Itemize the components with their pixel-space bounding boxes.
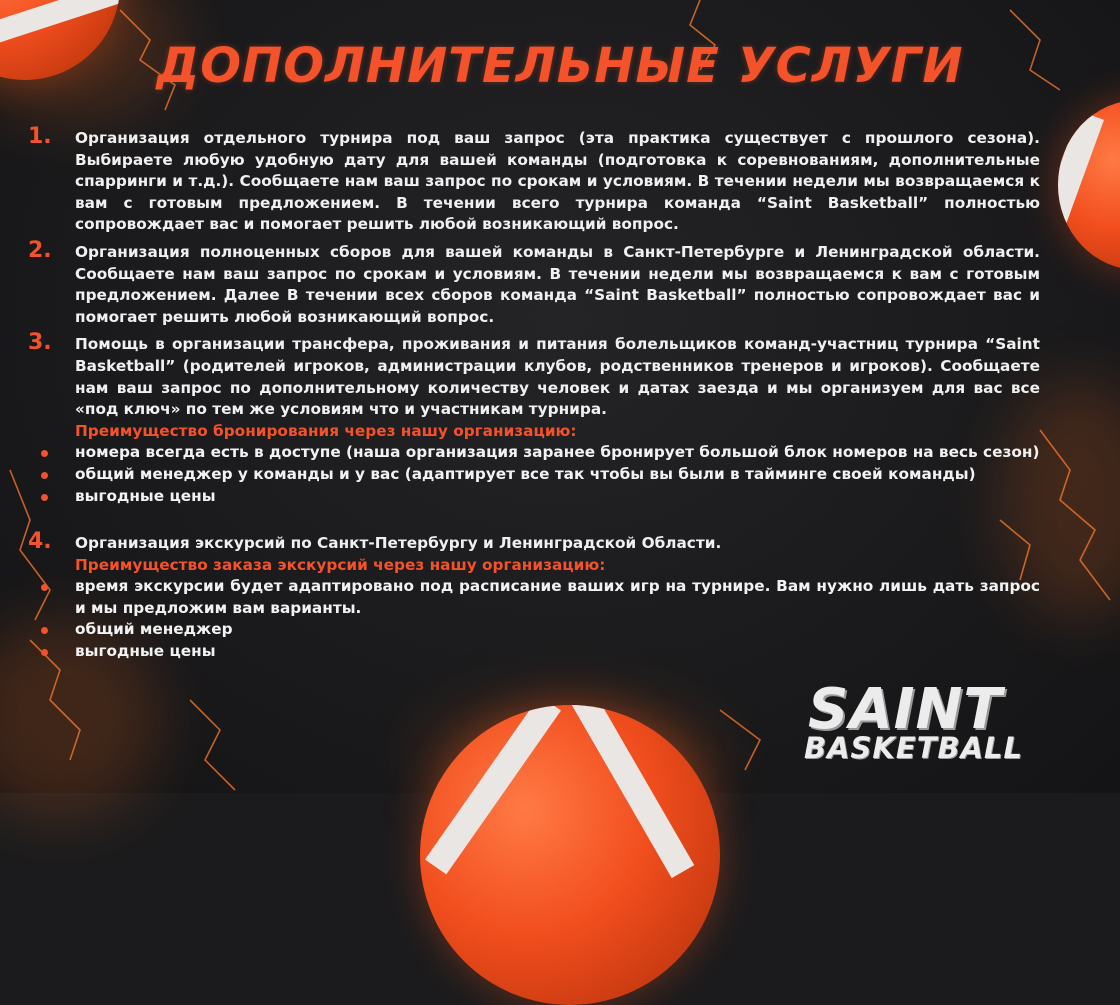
- bullet-dot: [41, 450, 48, 457]
- logo-line-2: BASKETBALL: [804, 731, 1024, 765]
- list-item: [28, 641, 1040, 663]
- logo-line-1: SAINT: [808, 677, 1003, 742]
- saint-basketball-logo: [800, 677, 1080, 780]
- bullet-text: выгодные цены: [75, 642, 216, 661]
- advantage-heading: Преимущество заказа экскурсий через нашу организацию:: [75, 555, 606, 574]
- bullet-text: общий менеджер: [75, 620, 233, 639]
- bullet-dot: [41, 494, 48, 501]
- item-text: Организация полноценных сборов для вашей команды в Санкт-Петербурге и Ленинградской области. Сообщаете нам ваш запрос по срокам и условиям. В течении недели мы возвращаемся к вам с готовым предложением. Далее В течении всех сборов команда “Saint Basketball” полностью сопровождает вас и помогает решить любой возникающий вопрос.: [75, 242, 1040, 326]
- service-item-2: [28, 237, 1040, 328]
- bullet-text: номера всегда есть в доступе (наша организация заранее бронирует большой блок номеров на весь сезон): [75, 443, 1040, 462]
- bullet-dot: [41, 649, 48, 656]
- item-number: 3.: [28, 330, 52, 356]
- item-number: 4.: [28, 529, 52, 555]
- list-item: [28, 442, 1040, 464]
- bullet-dot: [41, 627, 48, 634]
- list-item: [28, 486, 1040, 508]
- item-text: Организация отдельного турнира под ваш запрос (эта практика существует с прошлого сезона). Выбираете любую удобную дату для вашей команды (подготовка к соревнованиям, дополнительные спарринги и т.д.). Сообщаете нам ваш запрос по срокам и условиям. В течении недели мы возвращаемся к вам с готовым предложением. В течении всего турнира команда “Saint Basketball” полностью сопровождает вас и помогает решить любой возникающий вопрос.: [75, 129, 1040, 234]
- bullet-text: выгодные цены: [75, 486, 216, 505]
- bullet-dot: [41, 584, 48, 591]
- services-list: [28, 124, 1040, 663]
- bullet-text: время экскурсии будет адаптировано под расписание ваших игр на турнире. Вам нужно лишь дать запрос и мы предложим вам варианты.: [75, 577, 1040, 617]
- advantage-heading: Преимущество бронирования через нашу организацию:: [75, 421, 577, 440]
- item-text: Помощь в организации трансфера, проживания и питания болельщиков команд-участниц турнира “Saint Basketball” (родителей игроков, администрации клубов, родственников тренеров и игроков). Сообщаете нам ваш запрос по дополнительному количеству человек и датах заезда и мы организуем для вас все «под ключ» по тем же условиям что и участникам турнира.: [75, 335, 1040, 419]
- service-item-3: [28, 330, 1040, 442]
- bullet-text: общий менеджер у команды и у вас (адаптирует все так чтобы вы были в тайминге своей команды): [75, 464, 976, 483]
- item-number: 1.: [28, 124, 52, 149]
- list-item: [28, 576, 1040, 619]
- page-title: ДОПОЛНИТЕЛЬНЫЕ УСЛУГИ: [156, 38, 964, 94]
- bullet-dot: [41, 472, 48, 479]
- service-item-4: [28, 529, 1040, 576]
- list-item: [28, 464, 1040, 486]
- list-item: [28, 619, 1040, 641]
- item-text: Организация экскурсий по Санкт-Петербургу и Ленинградской Области.: [75, 534, 722, 553]
- item-number: 2.: [28, 237, 52, 263]
- service-item-1: [28, 124, 1040, 236]
